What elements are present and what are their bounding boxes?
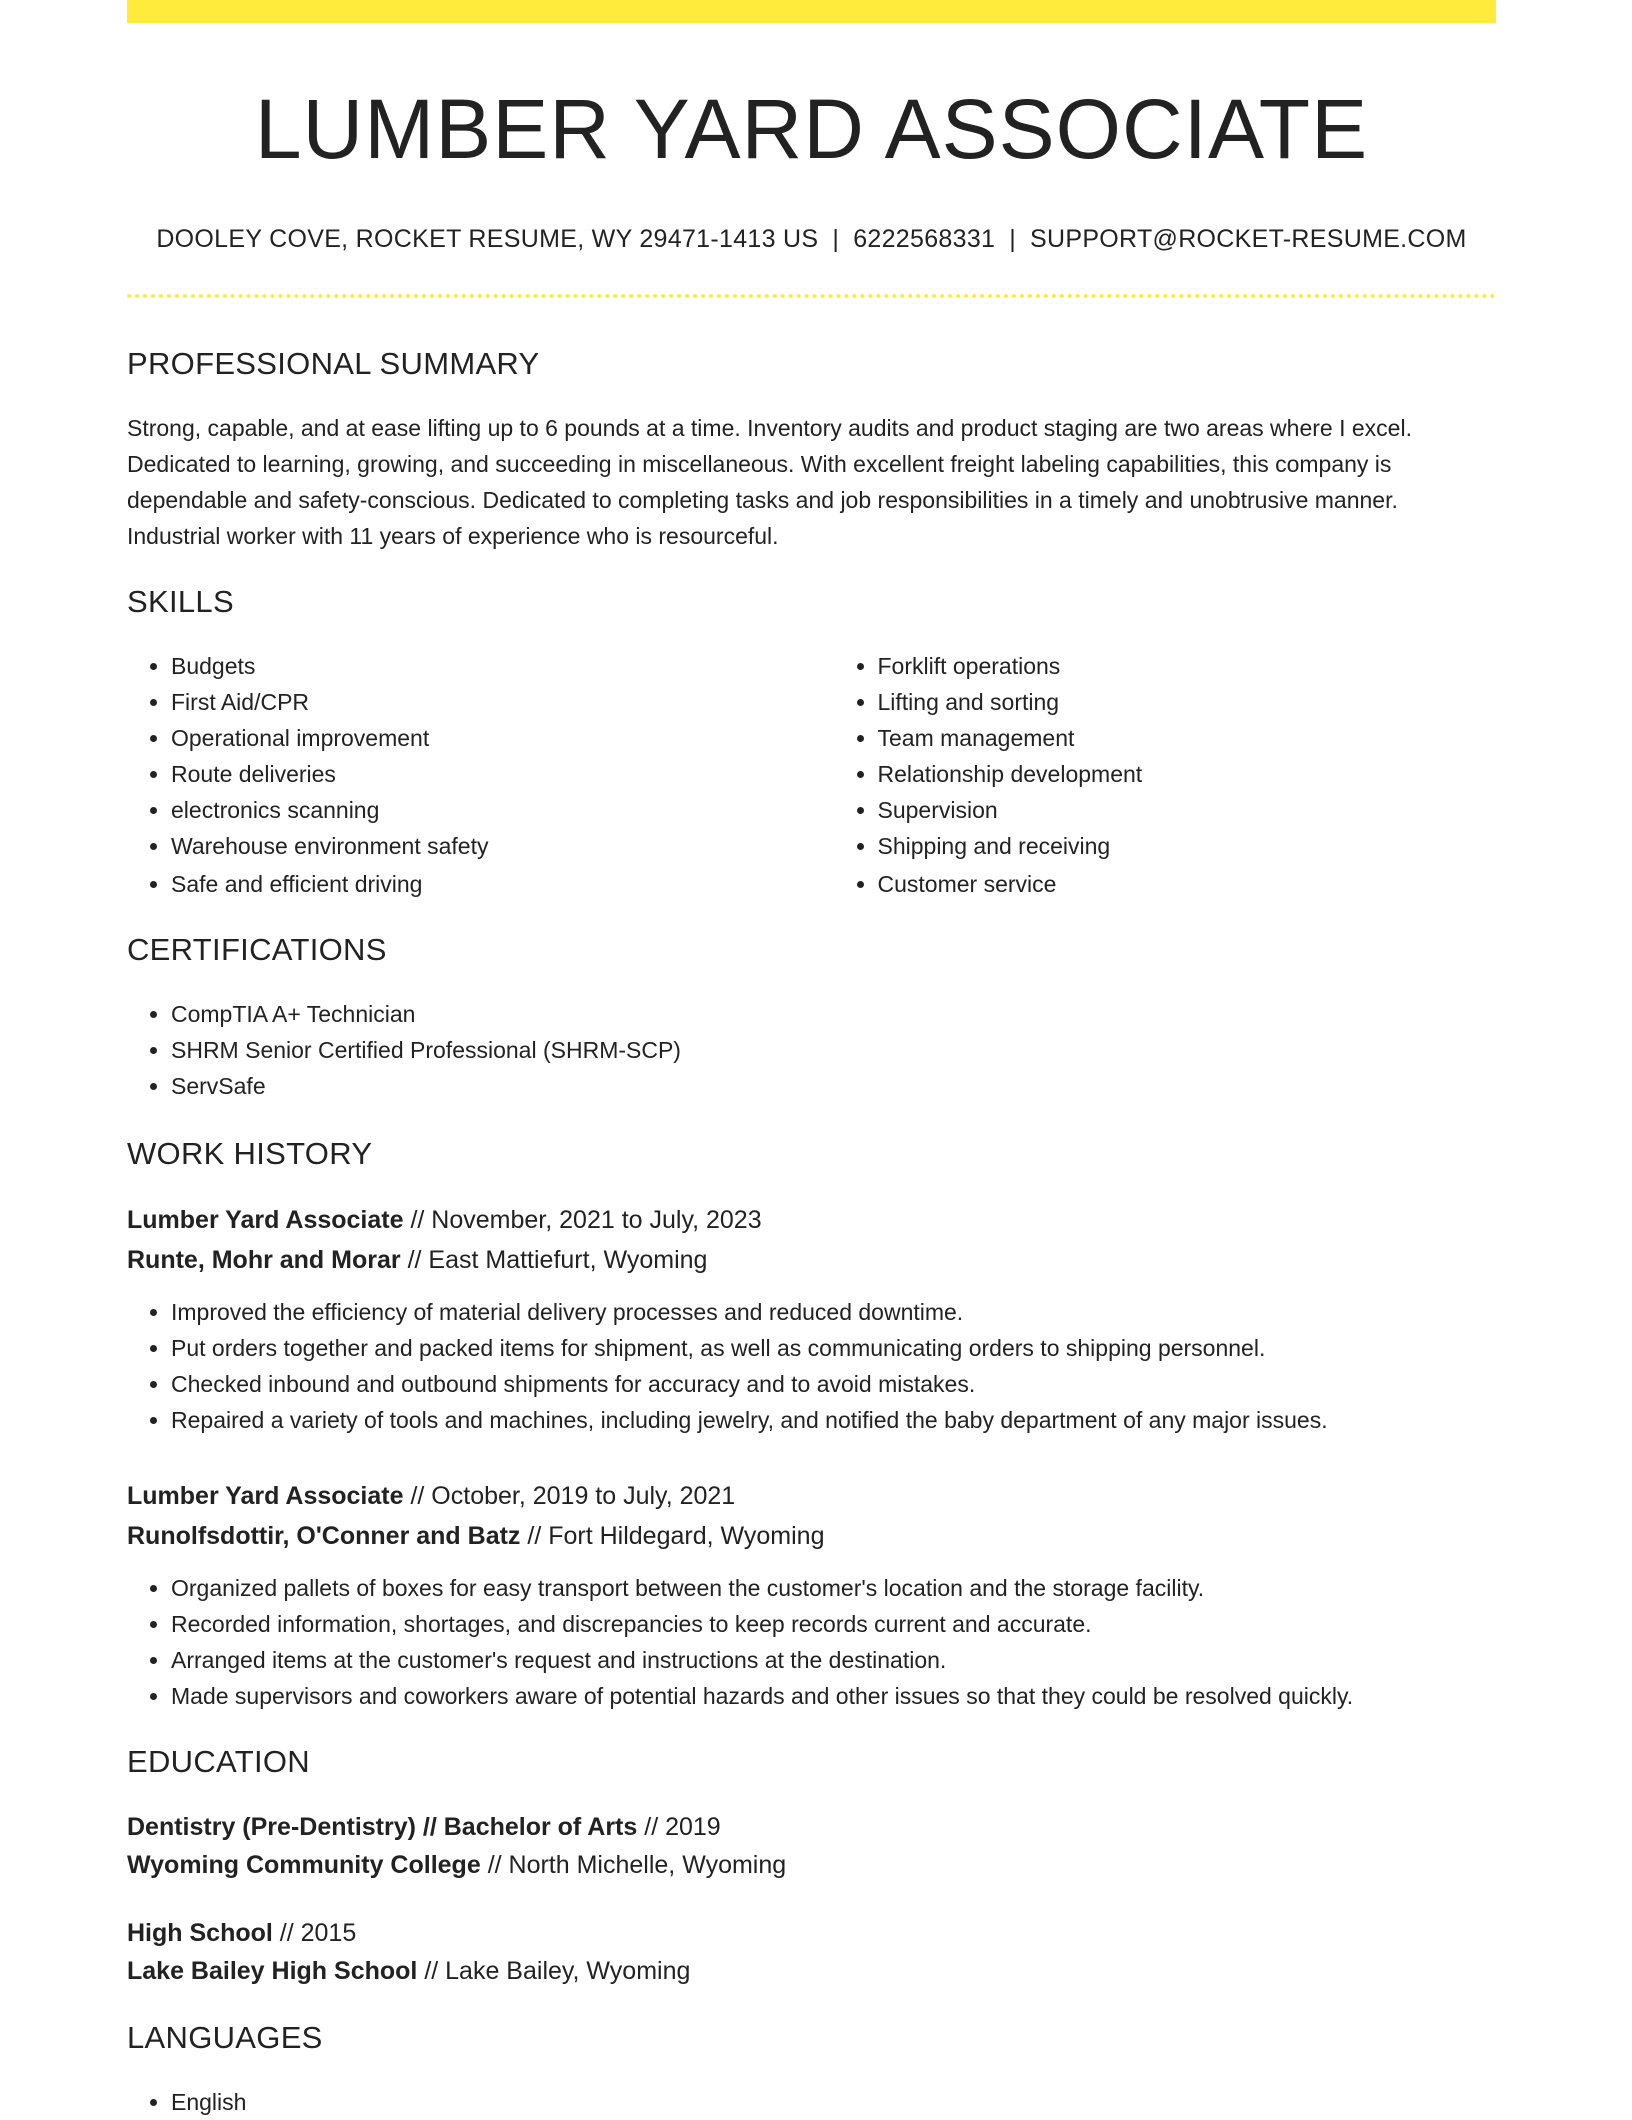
- job-bullet: • Recorded information, shortages, and discrepancies to keep records current and accurate.: [171, 1606, 1496, 1642]
- education-heading: EDUCATION: [127, 1744, 310, 1780]
- skill-item: • Team management: [878, 720, 1497, 756]
- contact-separator: |: [1009, 225, 1017, 254]
- job-title-line: [127, 1476, 1496, 1516]
- skill-item: • Route deliveries: [171, 756, 790, 792]
- work-history-heading: WORK HISTORY: [127, 1136, 373, 1172]
- summary-text: Strong, capable, and at ease lifting up to 6 pounds at a time. Inventory audits and product staging are two areas where I excel. Dedicated to learning, growing, and succeeding in miscellaneous. With excellent freight labeling capabilities, this company is dependable and safety-conscious. Dedicated to completing tasks and job responsibilities in a timely and unobtrusive manner. Industrial worker with 11 years of experience who is resourceful.: [127, 415, 1412, 550]
- job-company: Runolfsdottir, O'Conner and Batz: [127, 1522, 521, 1551]
- education-degree-line: [127, 1914, 1496, 1952]
- summary-heading: PROFESSIONAL SUMMARY: [127, 346, 540, 382]
- skills-list: [127, 648, 1496, 902]
- job-title: Lumber Yard Associate: [127, 1206, 404, 1235]
- skills-column-right: [834, 648, 1497, 902]
- education-location: // Lake Bailey, Wyoming: [424, 1957, 691, 1986]
- job-bullet: • Made supervisors and coworkers aware of potential hazards and other issues so that they could be resolved quickly.: [171, 1678, 1496, 1714]
- contact-phone: 6222568331: [853, 225, 996, 254]
- job-title-line: [127, 1200, 1496, 1240]
- job-company-line: [127, 1516, 1496, 1556]
- contact-email[interactable]: SUPPORT@ROCKET-RESUME.COM: [1030, 225, 1467, 254]
- education-school-line: [127, 1846, 1496, 1884]
- certification-item: • SHRM Senior Certified Professional (SHRM-SCP): [171, 1032, 1496, 1068]
- skill-item: • Lifting and sorting: [878, 684, 1497, 720]
- education-year: // 2019: [644, 1813, 721, 1842]
- education-entry: [127, 1914, 1496, 1990]
- certifications-heading: CERTIFICATIONS: [127, 932, 387, 968]
- languages-heading: LANGUAGES: [127, 2020, 323, 2056]
- skill-item: • Customer service: [878, 866, 1497, 902]
- job-bullet: • Checked inbound and outbound shipments for accuracy and to avoid mistakes.: [171, 1366, 1496, 1402]
- job-bullets: [127, 1294, 1496, 1438]
- education-school-line: [127, 1952, 1496, 1990]
- skills-column-left: [127, 648, 790, 902]
- education-entry: [127, 1808, 1496, 1884]
- job-bullets: [127, 1570, 1496, 1714]
- contact-line: [127, 225, 1496, 254]
- education-degree: Dentistry (Pre-Dentistry) // Bachelor of Arts: [127, 1813, 638, 1842]
- languages-list: [127, 2084, 1496, 2120]
- accent-top-bar: [127, 0, 1496, 23]
- skill-item: • Operational improvement: [171, 720, 790, 756]
- contact-address: DOOLEY COVE, ROCKET RESUME, WY 29471-1413 US: [156, 225, 819, 254]
- certifications-list: [127, 996, 1496, 1104]
- education-year: // 2015: [279, 1919, 357, 1948]
- contact-separator: |: [832, 225, 840, 254]
- skill-item: • Relationship development: [878, 756, 1497, 792]
- skills-heading: SKILLS: [127, 584, 234, 620]
- skill-item: • electronics scanning: [171, 792, 790, 828]
- certification-item: • ServSafe: [171, 1068, 1496, 1104]
- skill-item: • Warehouse environment safety: [171, 828, 790, 864]
- job-entry: [127, 1476, 1496, 1714]
- job-company-line: [127, 1240, 1496, 1280]
- skill-item: • Shipping and receiving: [878, 828, 1497, 864]
- language-item: • English: [171, 2084, 1496, 2120]
- certification-item: • CompTIA A+ Technician: [171, 996, 1496, 1032]
- education-school: Wyoming Community College: [127, 1851, 481, 1880]
- education-school: Lake Bailey High School: [127, 1957, 418, 1986]
- education-degree-line: [127, 1808, 1496, 1846]
- job-entry: [127, 1200, 1496, 1438]
- job-bullet: • Improved the efficiency of material delivery processes and reduced downtime.: [171, 1294, 1496, 1330]
- job-company: Runte, Mohr and Morar: [127, 1246, 401, 1275]
- job-location: // East Mattiefurt, Wyoming: [407, 1246, 708, 1275]
- job-dates: // November, 2021 to July, 2023: [410, 1206, 762, 1235]
- skill-item: • Forklift operations: [878, 648, 1497, 684]
- skill-item: • Supervision: [878, 792, 1497, 828]
- education-degree: High School: [127, 1919, 273, 1948]
- job-bullet: • Repaired a variety of tools and machines, including jewelry, and notified the baby department of any major issues.: [171, 1402, 1496, 1438]
- job-dates: // October, 2019 to July, 2021: [410, 1482, 736, 1511]
- skill-item: • Budgets: [171, 648, 790, 684]
- education-location: // North Michelle, Wyoming: [487, 1851, 787, 1880]
- job-bullet: • Organized pallets of boxes for easy transport between the customer's location and the storage facility.: [171, 1570, 1496, 1606]
- job-bullet: • Put orders together and packed items for shipment, as well as communicating orders to shipping personnel.: [171, 1330, 1496, 1366]
- job-bullet: • Arranged items at the customer's request and instructions at the destination.: [171, 1642, 1496, 1678]
- resume-page: [127, 0, 1496, 2120]
- dotted-divider: [127, 294, 1496, 298]
- skill-item: • Safe and efficient driving: [171, 866, 790, 902]
- resume-title: LUMBER YARD ASSOCIATE: [254, 82, 1369, 176]
- job-location: // Fort Hildegard, Wyoming: [527, 1522, 825, 1551]
- skill-item: • First Aid/CPR: [171, 684, 790, 720]
- job-title: Lumber Yard Associate: [127, 1482, 404, 1511]
